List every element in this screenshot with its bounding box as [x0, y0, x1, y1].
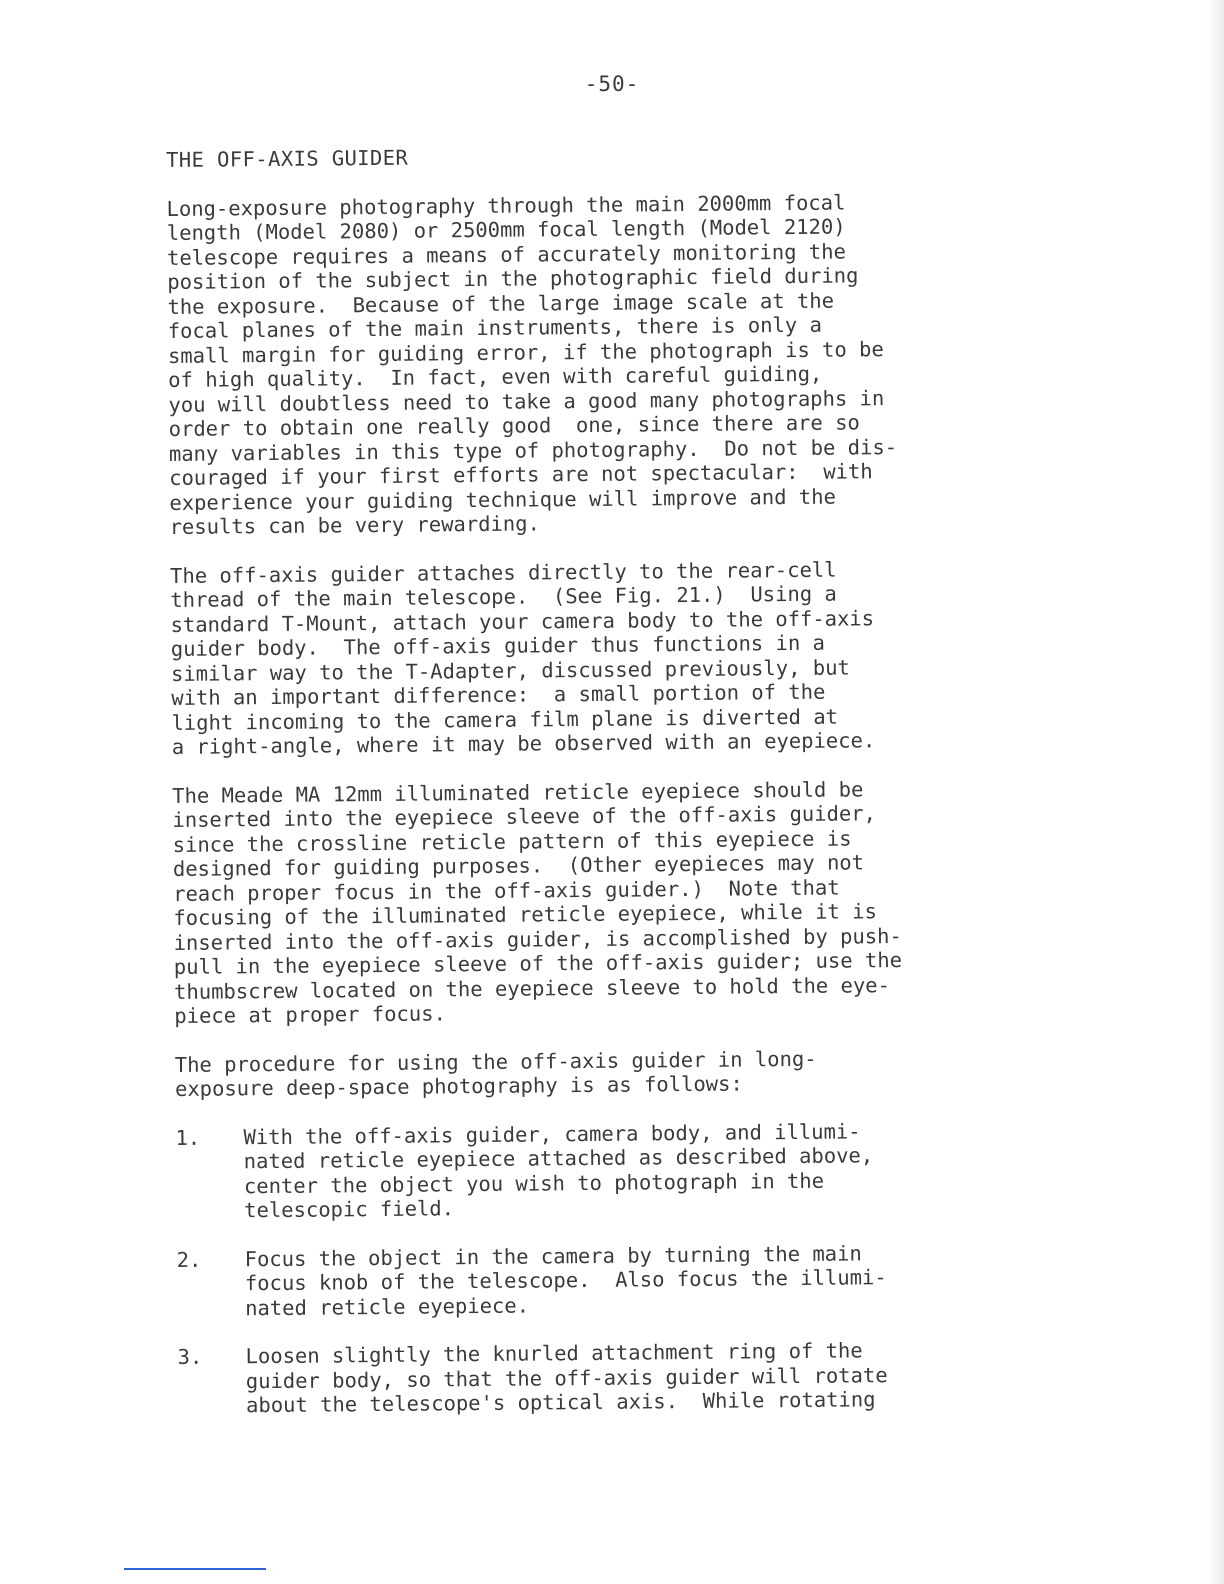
scan-edge-shadow — [1206, 0, 1224, 1584]
step-text: Focus the object in the camera by turning the main focus knob of the telescope. Also focus the illumi- nated reticle eyepiece. — [244, 1240, 887, 1320]
procedure-step — [177, 1336, 1058, 1418]
step-number: 1. — [175, 1125, 201, 1150]
section-heading: THE OFF-AXIS GUIDER — [166, 145, 409, 172]
paragraph-intro: Long-exposure photography through the main 2000mm focal length (Model 2080) or 2500mm focal length (Model 2120) telescope requires a means of accurately monitoring the position of the subject in the photographic field during the exposure. Because of the large image scale at the focal planes of the main instruments, there is only a small margin for guiding error, if the photograph is to be of high quality. In fact, even with careful guiding, you will doubtless need to take a good many photographs in order to obtain one really good one, since there are so many variables in this type of photography. Do not be dis- couraged if your first efforts are not spectacular: with experience your guiding technique will improve and the results can be very rewarding. — [166, 189, 898, 539]
step-text: With the off-axis guider, camera body, and illumi- nated reticle eyepiece attached as described above, center the object you wish to photograph in the telescopic field. — [243, 1118, 874, 1223]
footnote-rule — [124, 1568, 266, 1570]
procedure-step — [175, 1117, 1056, 1223]
page-content — [166, 140, 1058, 1443]
step-text: Loosen slightly the knurled attachment ring of the guider body, so that the off-axis guider will rotate about the telescope's optical axis. While rotating — [245, 1338, 888, 1418]
procedure-step — [177, 1239, 1058, 1321]
paragraph-attachment: The off-axis guider attaches directly to the rear-cell thread of the main telescope. (See Fig. 21.) Using a standard T-Mount, attach your camera body to the off-axis guider body. The off-axis guider thus functions in a similar way to the T-Adapter, discussed previously, but with an important difference: a small portion of the light incoming to the camera film plane is diverted at a right-angle, where it may be observed with an eyepiece. — [169, 557, 876, 759]
paragraph-reticle-eyepiece: The Meade MA 12mm illuminated reticle eyepiece should be inserted into the eyepiece sleeve of the off-axis guider, since the crossline reticle pattern of this eyepiece is designed for guiding purposes. (Other eyepieces may not reach proper focus in the off-axis guider.) Note that focusing of the illuminated reticle eyepiece, while it is inserted into the off-axis guider, is accomplished by push- pull in the eyepiece sleeve of the off-axis guider; use the thumbscrew located on the eyepiece sleeve to hold the eye- piece at proper focus. — [172, 776, 903, 1028]
paragraph-procedure-intro: The procedure for using the off-axis guider in long- exposure deep-space photography is as follows: — [174, 1046, 817, 1101]
step-number: 2. — [176, 1247, 202, 1272]
page-number: -50- — [584, 72, 640, 96]
step-number: 3. — [177, 1344, 203, 1369]
